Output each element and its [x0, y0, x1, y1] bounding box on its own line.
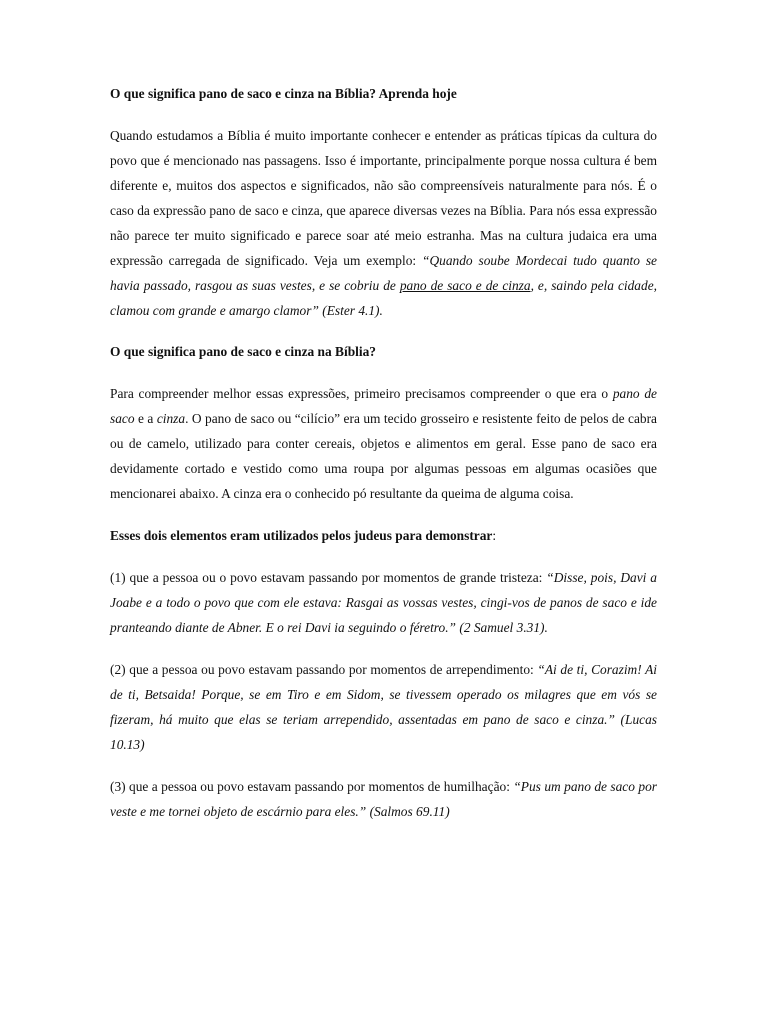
intro-text: Quando estudamos a Bíblia é muito importante conhecer e entender as práticas típicas da cultura do povo que é mencionado nas passagens. Isso é importante, principalmente porque nossa cultura é bem diferente e, muitos dos aspectos e significados, não são compreensíveis naturalmente para nós. É o caso da expressão pano de saco e cinza, que aparece diversas vezes na Bíblia. Para nós essa expressão não parece ter muito significado e parece soar até meio estranha. Mas na cultura judaica era uma expressão carregada de significado. Veja um exemplo:	[110, 128, 657, 268]
list-item-quote: “Ai de ti, Corazim! Ai de ti, Betsaida! Porque, se em Tiro e em Sidom, se tivessem operado os milagres que em vós se fizeram, há muito que elas se teriam arrependido, assentadas em pano de saco e cinza.” (Lucas 10.13)	[110, 662, 657, 752]
list-item-text: (1) que a pessoa ou o povo estavam passando por momentos de grande tristeza:	[110, 570, 547, 585]
intro-quote-start: “Quando soube Mordecai tudo quanto se havia passado, rasgou as suas vestes, e se cobriu de	[110, 253, 658, 293]
list-item	[110, 657, 657, 757]
list-item	[110, 774, 657, 824]
term-pano-de-saco: pano de saco	[110, 386, 657, 426]
list-item-quote: “Pus um pano de saco por veste e me tornei objeto de escárnio para eles.” (Salmos 69.11)	[110, 779, 657, 819]
document-page	[110, 84, 657, 824]
section-heading: O que significa pano de saco e cinza na Bíblia?	[110, 344, 376, 359]
elements-heading: Esses dois elementos eram utilizados pelos judeus para demonstrar:	[110, 528, 497, 543]
list-item	[110, 565, 657, 640]
quote-underlined-phrase: pano de saco e de cinza	[399, 278, 531, 293]
list-item-text: (2) que a pessoa ou povo estavam passando por momentos de arrependimento:	[110, 662, 538, 677]
definition-paragraph: Para compreender melhor essas expressões, primeiro precisamos compreender o que era o pano de saco e a cinza. O pano de saco ou “cilício” era um tecido grosseiro e resistente feito de pelos de cabra ou de camelo, utilizado para conter cereais, objetos e alimentos em geral. Esse pano de saco era devidamente cortado e vestido como uma roupa por algumas pessoas em algumas ocasiões que mencionarei abaixo. A cinza era o conhecido pó resultante da queima de alguma coisa.	[110, 386, 657, 501]
intro-paragraph	[110, 123, 657, 323]
term-cinza: cinza	[156, 411, 186, 426]
list-item-quote: “Disse, pois, Davi a Joabe e a todo o povo que com ele estava: Rasgai as vossas vestes, cingi-vos de panos de saco e ide pranteando diante de Abner. E o rei Davi ia seguindo o féretro.” (2 Samuel 3.31).	[110, 570, 657, 635]
list-item-text: (3) que a pessoa ou povo estavam passando por momentos de humilhação:	[110, 779, 514, 794]
intro-quote-end: , e, saindo pela cidade, clamou com grande e amargo clamor” (Ester 4.1).	[110, 278, 657, 318]
page-title: O que significa pano de saco e cinza na Bíblia? Aprenda hoje	[110, 86, 457, 101]
